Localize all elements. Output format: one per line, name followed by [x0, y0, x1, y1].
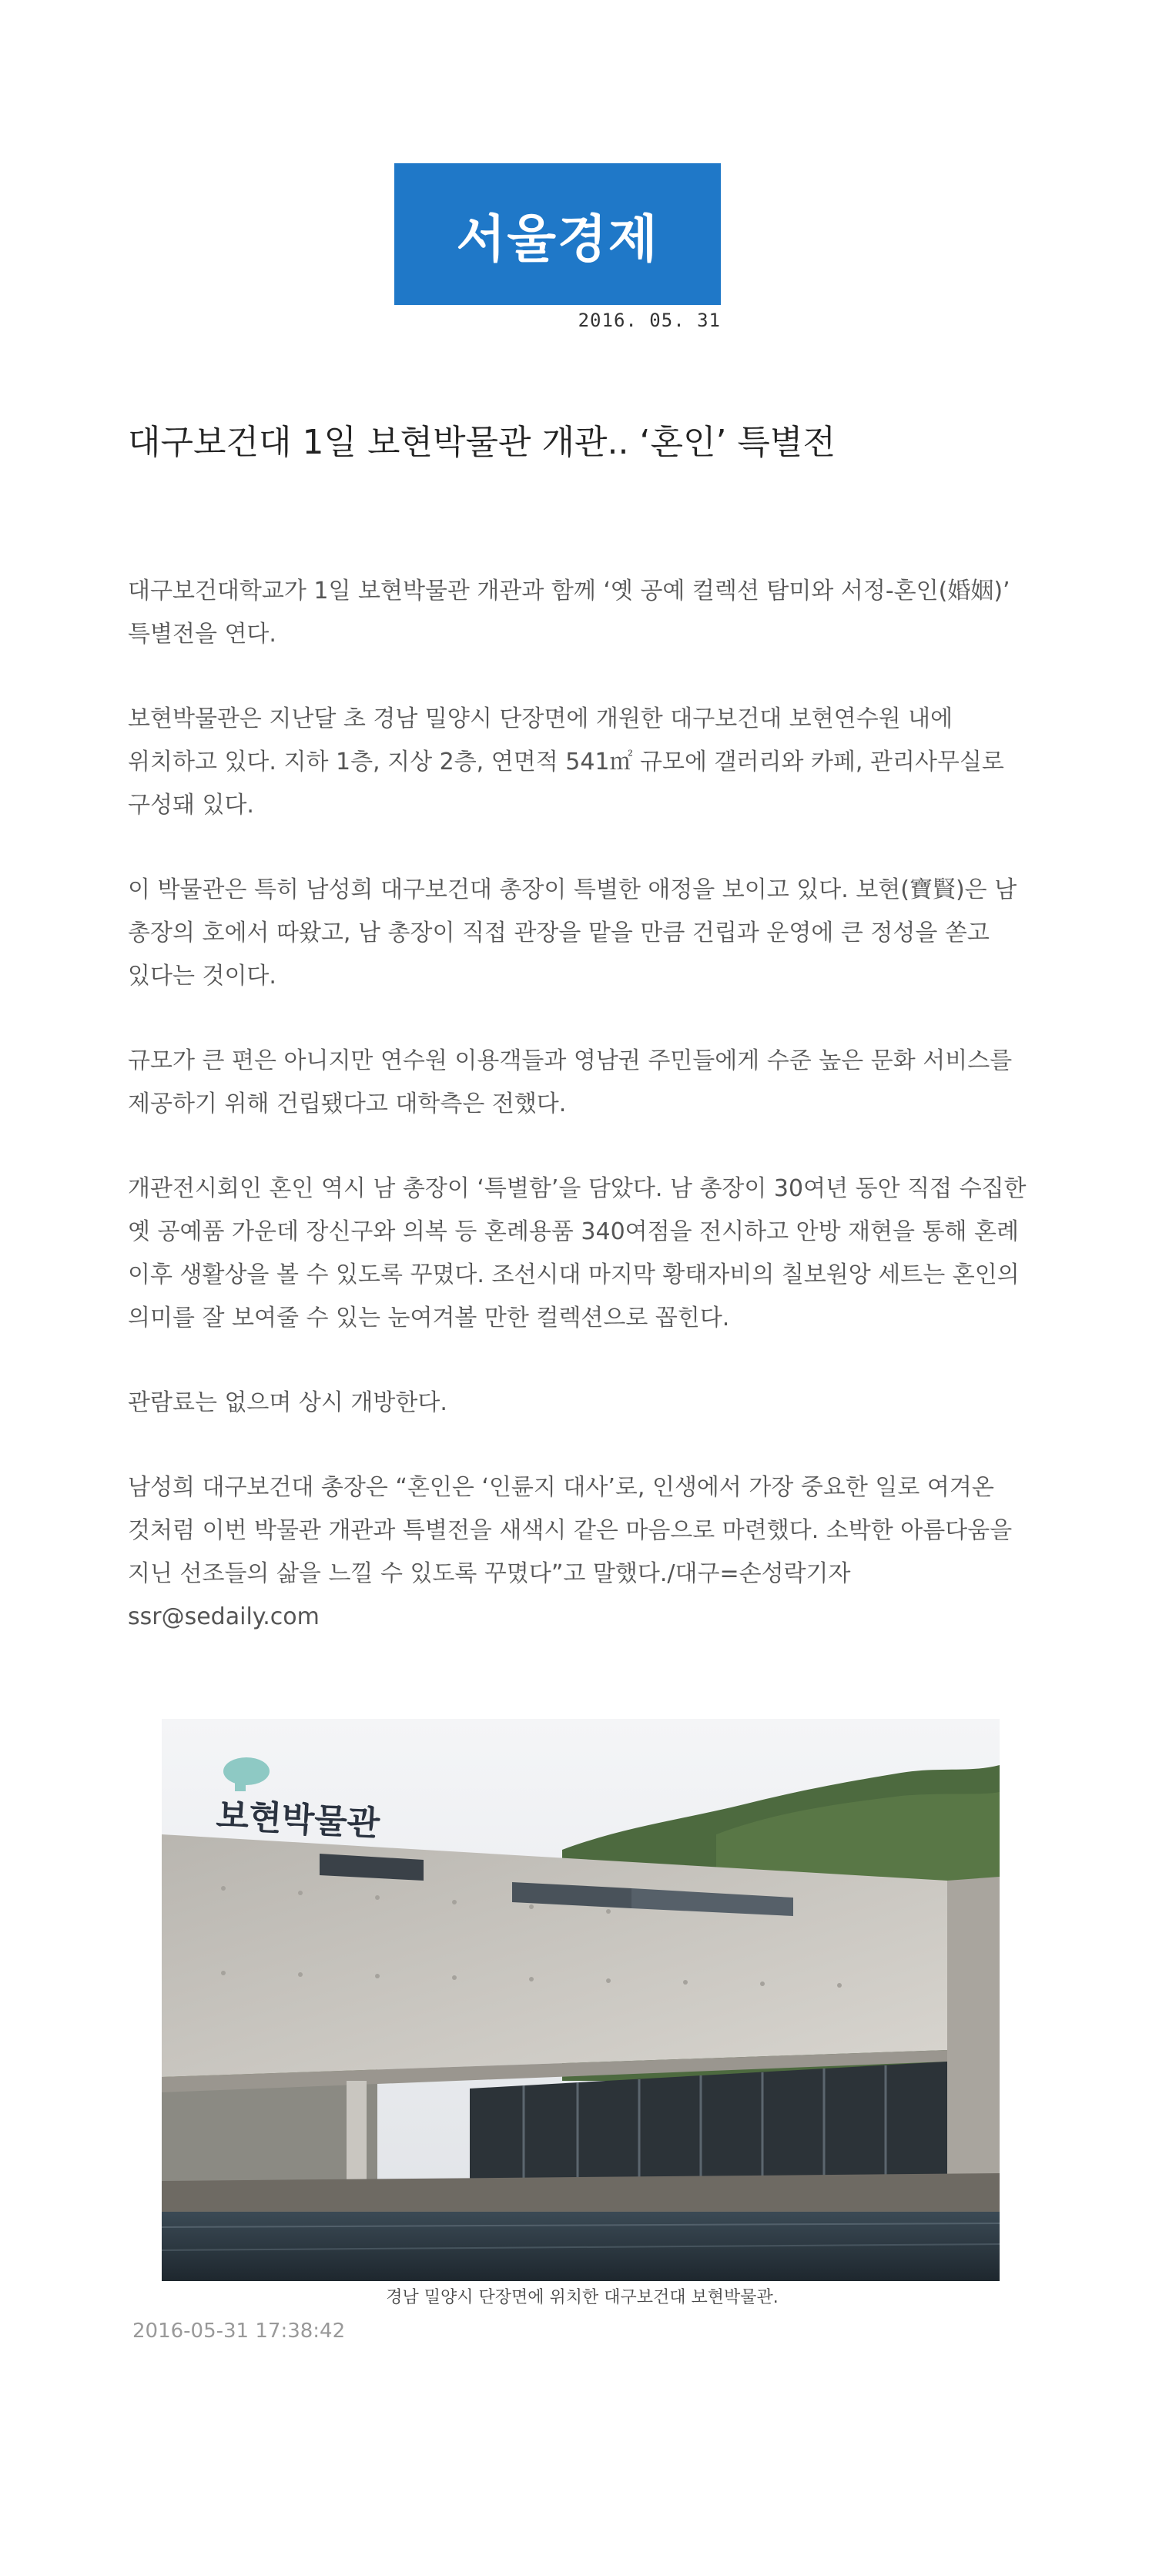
article-paragraph: 규모가 큰 편은 아니지만 연수원 이용객들과 영남권 주민들에게 수준 높은 문화 서비스를 제공하기 위해 건립됐다고 대학측은 전했다.: [128, 1047, 1013, 1117]
article-paragraph: 보현박물관은 지난달 초 경남 밀양시 단장면에 개원한 대구보건대 보현연수원 내에 위치하고 있다. 지하 1층, 지상 2층, 연면적 541㎡ 규모에 갤러리와 카페, 관리사무실로 구성돼 있다.: [128, 705, 1004, 819]
museum-sign: 보현박물관: [215, 1796, 381, 1844]
publish-date: 2016. 05. 31: [578, 310, 721, 331]
article-timestamp: 2016-05-31 17:38:42: [132, 2320, 346, 2343]
article-paragraph: 이 박물관은 특히 남성희 대구보건대 총장이 특별한 애정을 보이고 있다. 보현(寶賢)은 남 총장의 호에서 따왔고, 남 총장이 직접 관장을 맡을 만큼 건립과 운영에 큰 정성을 쏟고 있다는 것이다.: [128, 876, 1017, 990]
article-paragraph: 남성희 대구보건대 총장은 “혼인은 ‘인륜지 대사’로, 인생에서 가장 중요한 일로 여겨온 것처럼 이번 박물관 개관과 특별전을 새색시 같은 마음으로 마련했다. 소박한 아름다움을 지닌 선조들의 삶을 느낄 수 있도록 꾸몄다”고 말했다./대구=손성락기자 ssr@sedaily.com: [128, 1474, 1013, 1630]
museum-photo: [162, 1719, 1000, 2281]
article-paragraph: 관람료는 없으며 상시 개방한다.: [128, 1389, 447, 1416]
logo-text: 서울경제: [456, 209, 659, 269]
museum-photo-illustration: [162, 1719, 1000, 2281]
newspaper-logo: [394, 163, 721, 305]
article-paragraph: 대구보건대학교가 1일 보현박물관 개관과 함께 ‘옛 공예 컬렉션 탐미와 서정-혼인(婚姻)’ 특별전을 연다.: [128, 578, 1010, 648]
article-title: 대구보건대 1일 보현박물관 개관.. ‘혼인’ 특별전: [128, 423, 836, 462]
article-paragraph: 개관전시회인 혼인 역시 남 총장이 ‘특별함’을 담았다. 남 총장이 30여년 동안 직접 수집한 옛 공예품 가운데 장신구와 의복 등 혼례용품 340여점을 전시하고 안방 재현을 통해 혼례 이후 생활상을 볼 수 있도록 꾸몄다. 조선시대 마지막 황태자비의 칠보원앙 세트는 혼인의 의미를 잘 보여줄 수 있는 눈여겨볼 만한 컬렉션으로 꼽힌다.: [128, 1175, 1027, 1332]
article-body: [128, 570, 1037, 1680]
photo-caption: 경남 밀양시 단장면에 위치한 대구보건대 보현박물관.: [386, 2288, 779, 2307]
